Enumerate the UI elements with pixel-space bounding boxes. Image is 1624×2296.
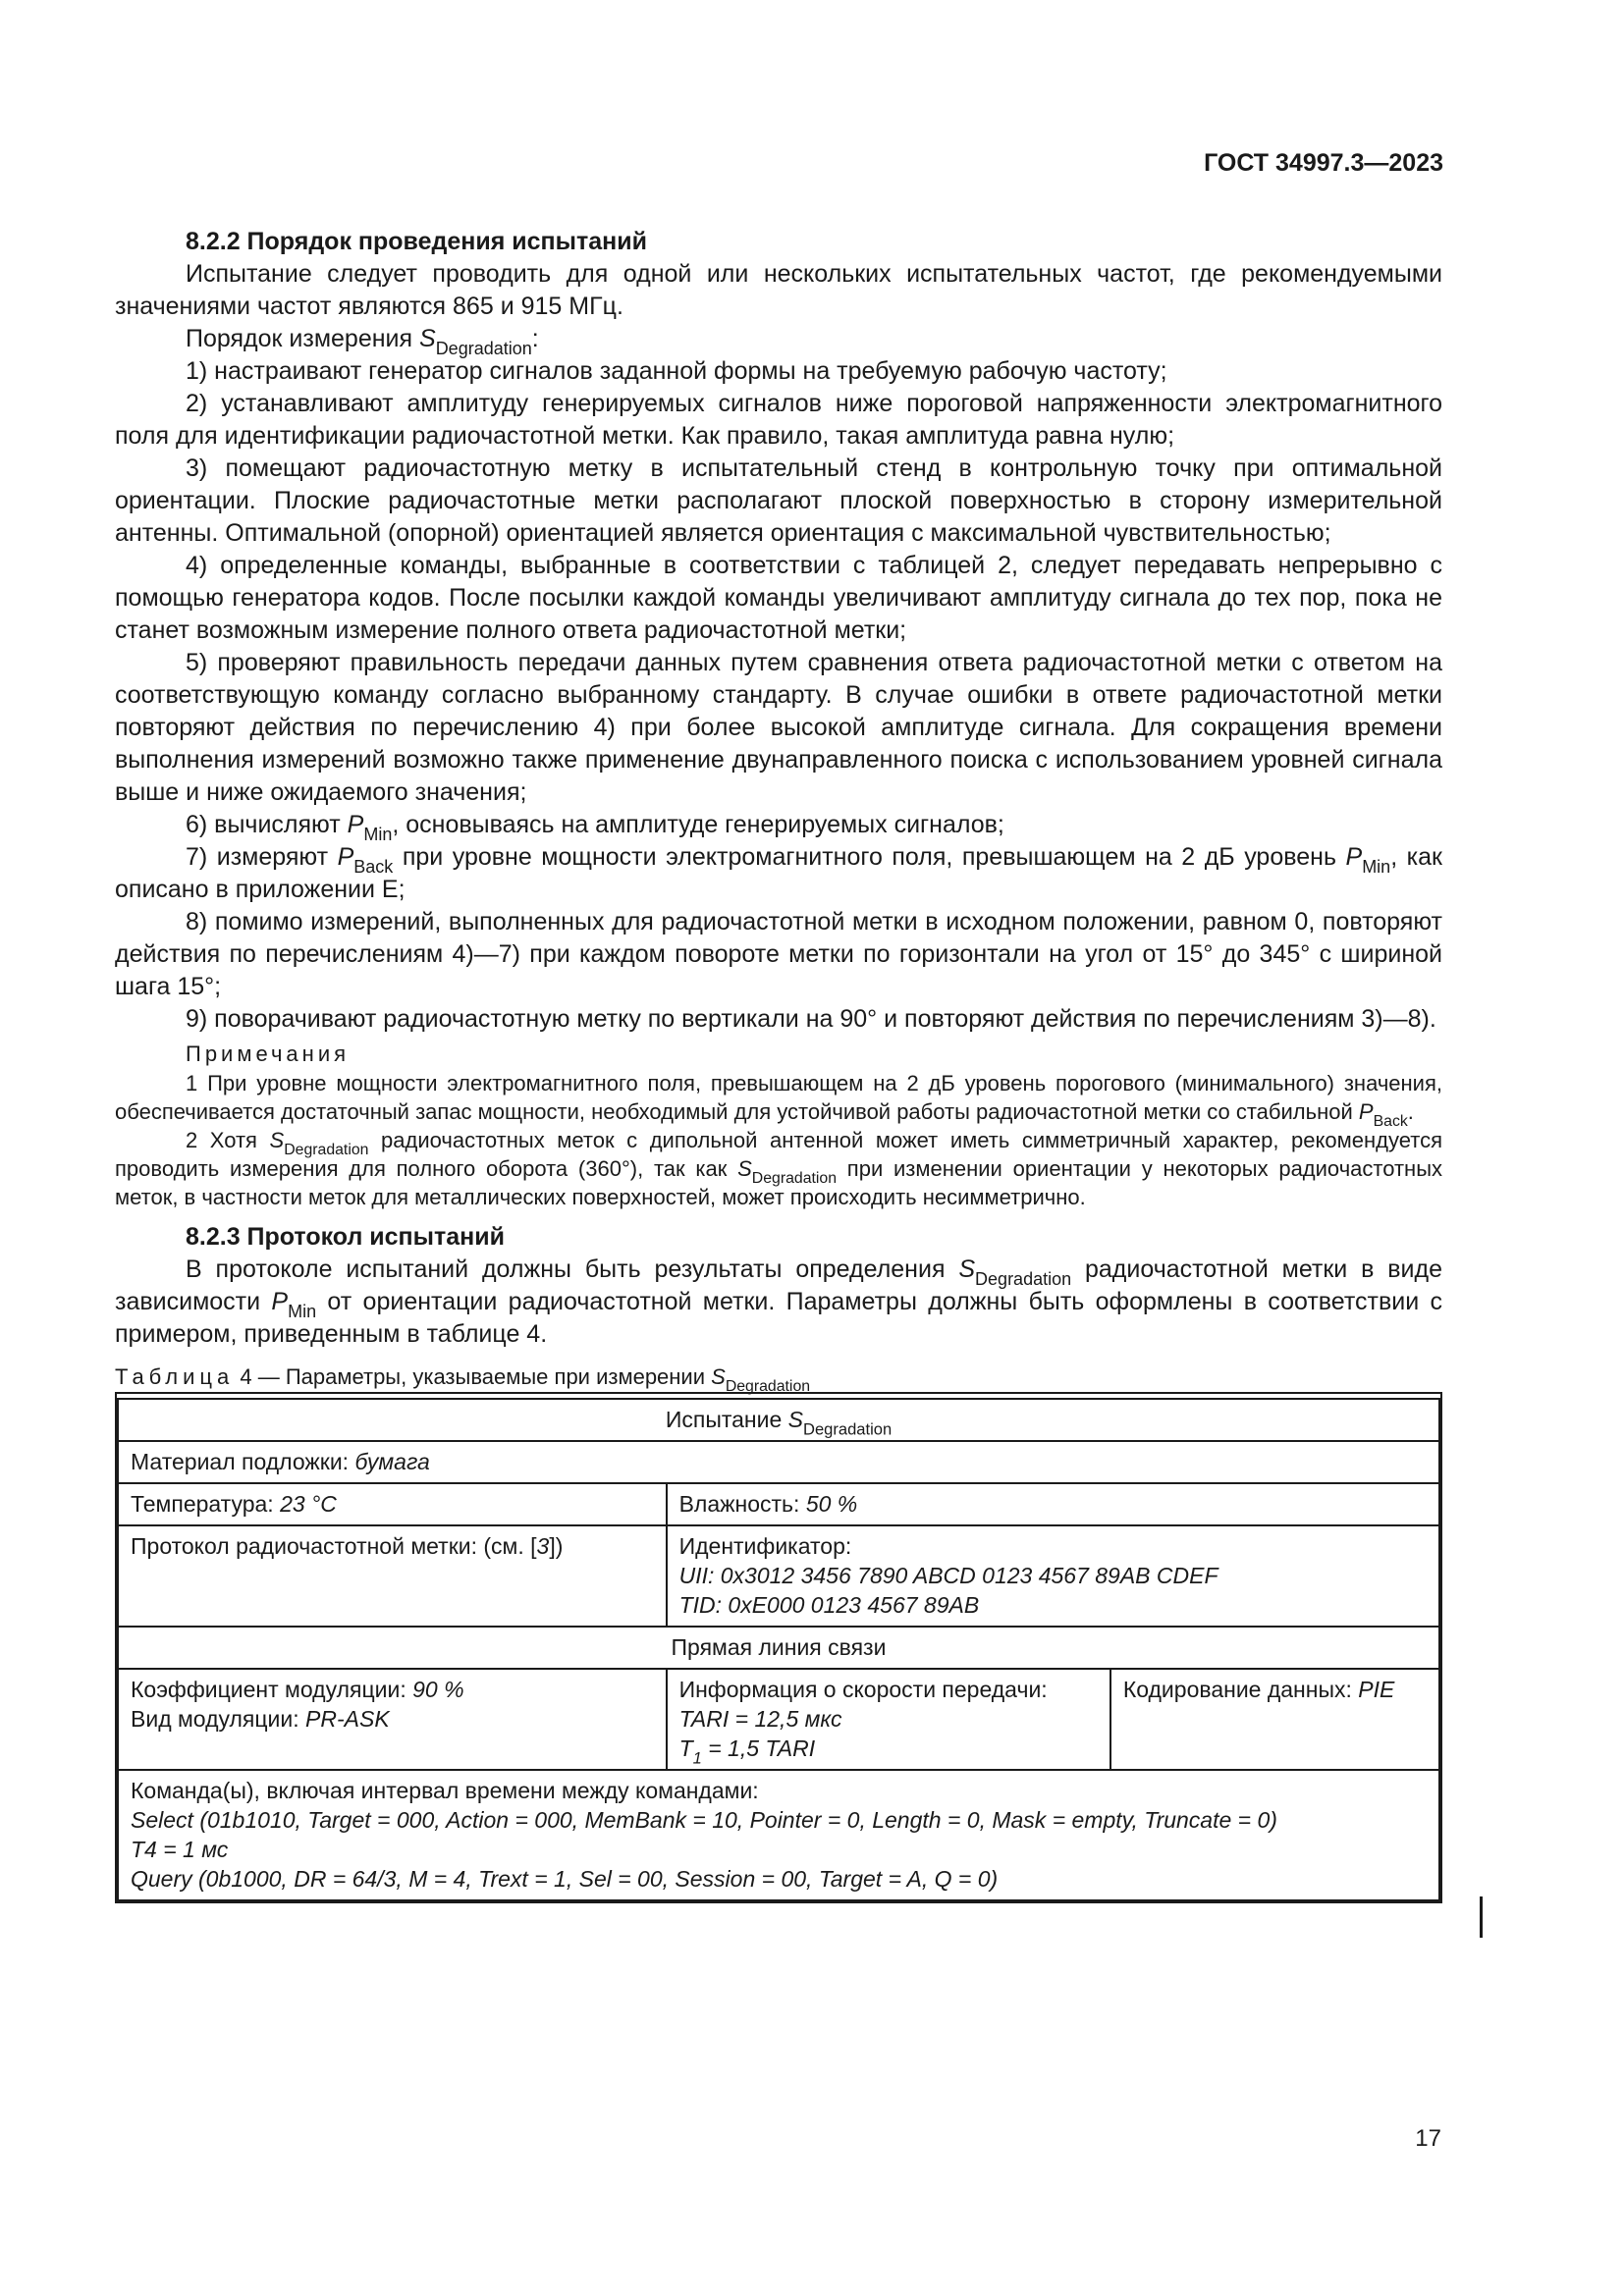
protocol-cell: Протокол радиочастотной метки: (см. [3])	[118, 1525, 667, 1627]
paragraph-protocol: В протоколе испытаний должны быть результаты определения $S_{Degradation}$ радиочастотной метки в виде зависимости $P_{Min}$ от ориентации радиочастотной метки. Параметры должны быть оформлены в соответствии с примером, приведенным в таблице 4.	[115, 1255, 1443, 1348]
table-row	[118, 1627, 1439, 1669]
data-rate-cell: Информация о скорости передачи: TARI = 12,5 мкс $T_1 = 1,5$ TARI	[667, 1669, 1110, 1770]
document-id: ГОСТ 34997.3—2023	[1204, 149, 1443, 177]
forward-link-cell: Прямая линия связи	[118, 1627, 1439, 1669]
list-item-1: 1) настраивают генератор сигналов заданной формы на требуемую рабочую частоту;	[186, 357, 1167, 385]
list-item-5: 5) проверяют правильность передачи данных путем сравнения ответа радиочастотной метки с ответом на соответствующую команду согласно выбранному стандарту. В случае ошибки в ответе радиочастотной метки повторяют действия по перечислению 4) при более высокой амплитуде сигнала. Для сокращения времени выполнения измерений возможно также применение двунаправленного поиска с использованием уровней сигнала выше и ниже ожидаемого значения;	[115, 649, 1442, 806]
list-item-4: 4) определенные команды, выбранные в соответствии с таблицей 2, следует передавать непрерывно с помощью генератора кодов. После посылки каждой команды увеличивают амплитуду сигнала до тех пор, пока не станет возможным измерение полного ответа радиочастотной метки;	[115, 552, 1442, 644]
table-row	[118, 1441, 1439, 1483]
table-row	[118, 1483, 1439, 1525]
identifier-cell: Идентификатор: UII: 0x3012 3456 7890 ABCD 0123 4567 89AB CDEF TID: 0xE000 0123 4567 89AB	[667, 1525, 1439, 1627]
page-content	[115, 226, 1442, 1903]
paragraph-order: Порядок измерения $S_{Degradation}$:	[186, 325, 539, 359]
section-8-2-3-title: 8.2.3 Протокол испытаний	[186, 1223, 505, 1251]
list-item-6: 6) вычисляют $P_{Min}$, основываясь на амплитуде генерируемых сигналов;	[186, 811, 1004, 845]
modulation-cell: Коэффициент модуляции: 90 % Вид модуляции: PR-ASK	[118, 1669, 667, 1770]
list-item-2: 2) устанавливают амплитуду генерируемых сигналов ниже пороговой напряженности электромагнитного поля для идентификации радиочастотной метки. Как правило, такая амплитуда равна нулю;	[115, 390, 1442, 450]
note-2: 2 Хотя $S_{Degradation}$ радиочастотных меток с дипольной антенной может иметь симметричный характер, рекомендуется проводить измерения для полного оборота (360°), так как $S_{Degradation}$ при изменении ориентации у некоторых радиочастотных меток, в частности меток для металлических поверхностей, может происходить несимметрично.	[115, 1128, 1443, 1209]
table-row	[118, 1399, 1439, 1441]
margin-change-bar	[1480, 1896, 1483, 1938]
paragraph-intro: Испытание следует проводить для одной или нескольких испытательных частот, где рекомендуемыми значениями частот являются 865 и 915 МГц.	[115, 260, 1442, 320]
page-number: 17	[1415, 2125, 1441, 2152]
parameters-table	[117, 1398, 1440, 1901]
list-item-7: 7) измеряют $P_{Back}$ при уровне мощности электромагнитного поля, превышающем на 2 дБ уровень $P_{Min}$, как описано в приложении Е;	[115, 843, 1442, 903]
list-item-9: 9) поворачивают радиочастотную метку по вертикали на 90° и повторяют действия по перечислениям 3)—8).	[186, 1005, 1436, 1033]
table-caption: Таблица 4 — Параметры, указываемые при измерении $S_{Degradation}$	[115, 1364, 811, 1396]
list-item-8: 8) помимо измерений, выполненных для радиочастотной метки в исходном положении, равном 0, повторяют действия по перечислениям 4)—7) при каждом повороте метки по горизонтали на угол от 15° до 345° с шириной шага 15°;	[115, 908, 1442, 1000]
list-item-3: 3) помещают радиочастотную метку в испытательный стенд в контрольную точку при оптимальной ориентации. Плоские радиочастотные метки располагают плоской поверхностью в сторону измерительной антенны. Оптимальной (опорной) ориентацией является ориентация с максимальной чувствительностью;	[115, 454, 1442, 547]
note-1: 1 При уровне мощности электромагнитного поля, превышающем на 2 дБ уровень порогового (минимального) значения, обеспечивается достаточный запас мощности, необходимый для устойчивой работы радиочастотной метки со стабильной $P_{Back}$.	[115, 1071, 1442, 1131]
commands-cell: Команда(ы), включая интервал времени между командами: Select (01b1010, Target = 000, Action = 000, MemBank = 10, Pointer = 0, Length = 0, Mask = empty, Truncate = 0) T4 = 1 мс Query (0b1000, DR = 64/3, M = 4, Trext = 1, Sel = 00, Session = 00, Target = A, Q = 0)	[118, 1770, 1439, 1900]
notes-heading: Примечания	[186, 1041, 351, 1066]
table-header-cell: Испытание $S_{Degradation}$	[118, 1399, 1439, 1441]
temperature-cell: Температура: 23 °C	[118, 1483, 667, 1525]
data-coding-cell: Кодирование данных: PIE	[1110, 1669, 1439, 1770]
humidity-cell: Влажность: 50 %	[667, 1483, 1439, 1525]
substrate-cell: Материал подложки: бумага	[118, 1441, 1439, 1483]
section-8-2-2-title: 8.2.2 Порядок проведения испытаний	[186, 228, 647, 255]
table-frame	[115, 1392, 1442, 1903]
table-row	[118, 1770, 1439, 1900]
table-row	[118, 1669, 1439, 1770]
table-row	[118, 1525, 1439, 1627]
